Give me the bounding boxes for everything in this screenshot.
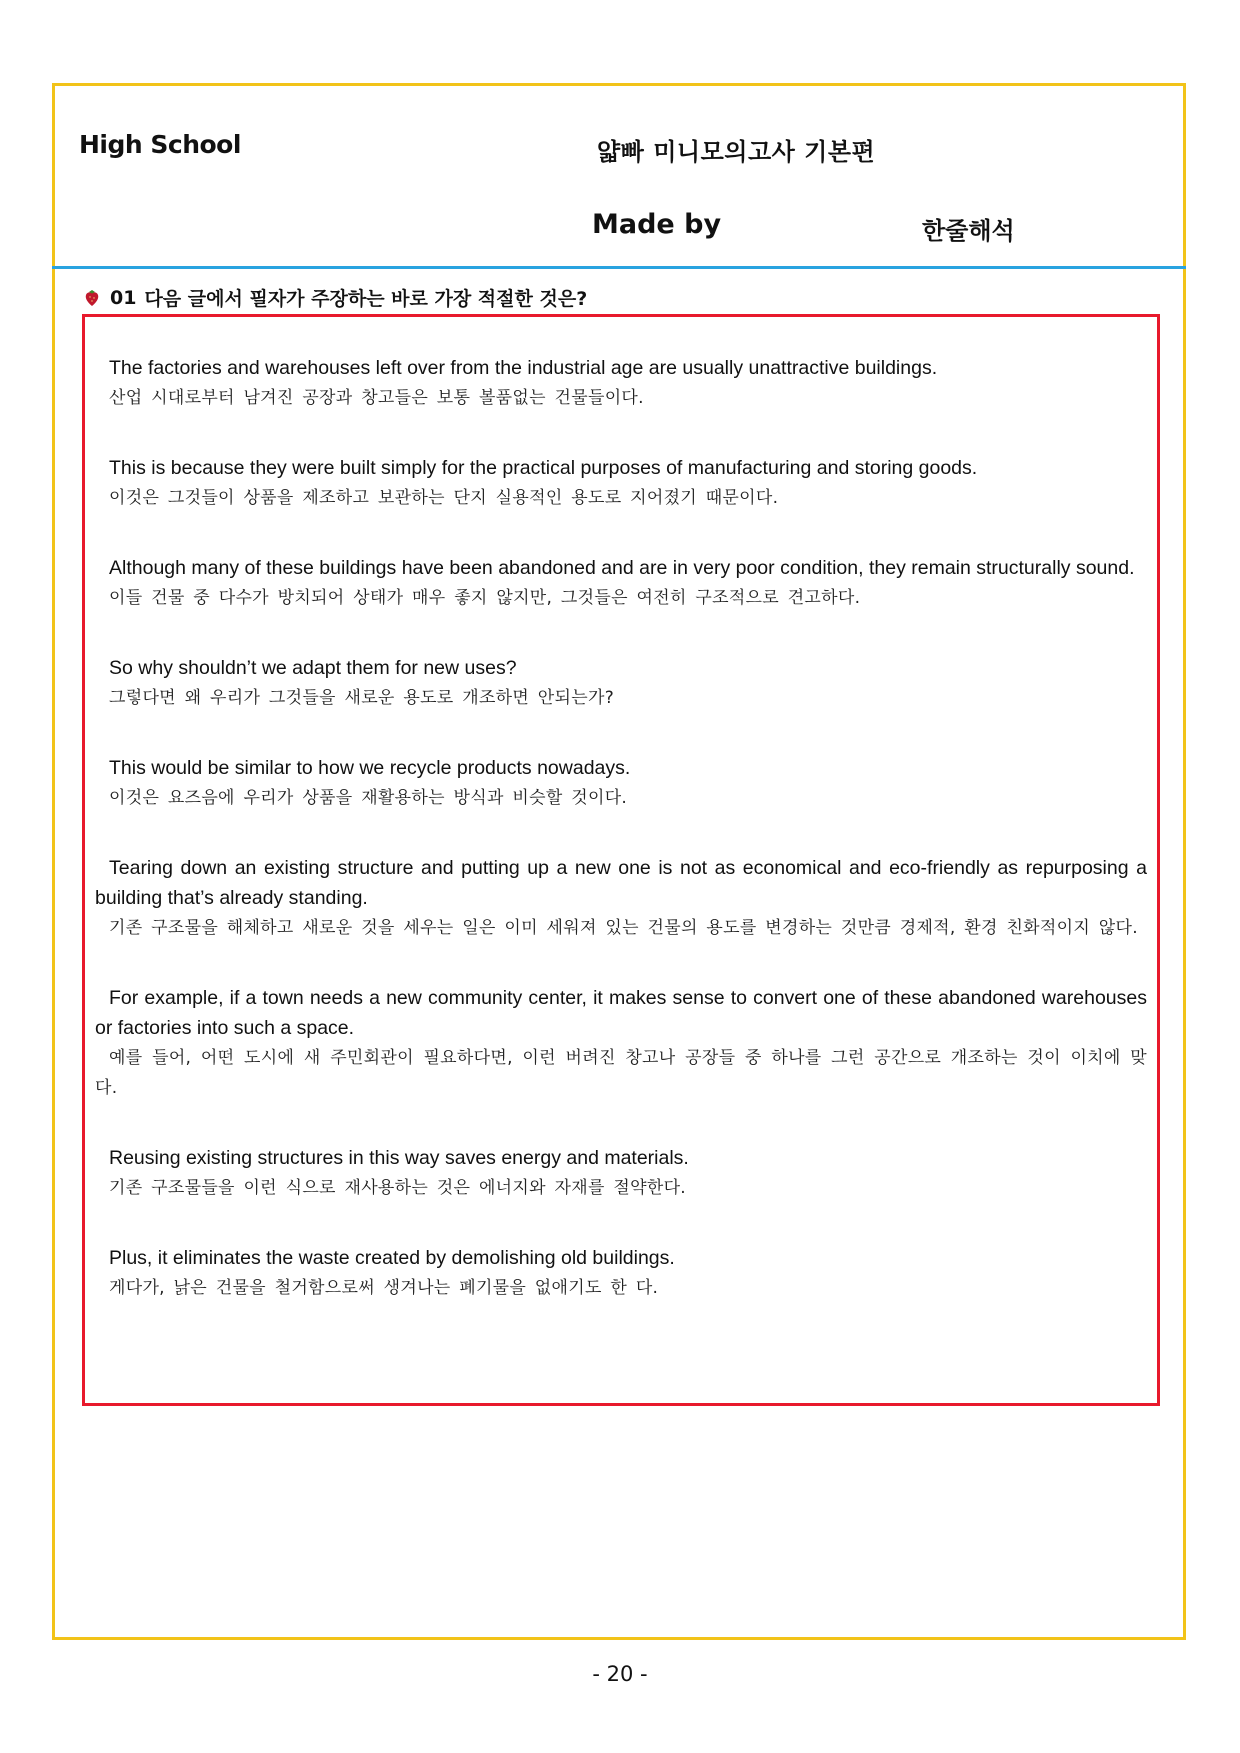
sentence-pair	[95, 983, 1147, 1103]
sentence-pair	[95, 853, 1147, 943]
english-sentence: Although many of these buildings have been abandoned and are in very poor condition, they remain structurally sound.	[109, 557, 1135, 579]
korean-translation: 기존 구조물을 해체하고 새로운 것을 세우는 일은 이미 세워져 있는 건물의 용도를 변경하는 것만큼 경제적, 환경 친화적이지 않다.	[109, 918, 1138, 938]
english-sentence: For example, if a town needs a new community center, it makes sense to convert one of these abandoned warehouses or factories into such a space.	[95, 987, 1147, 1039]
korean-translation: 이들 건물 중 다수가 방치되어 상태가 매우 좋지 않지만, 그것들은 여전히 구조적으로 견고하다.	[109, 588, 861, 608]
sentence-pair	[95, 1143, 1147, 1203]
english-sentence: Tearing down an existing structure and putting up a new one is not as economical and eco-friendly as repurposing a building that’s already standing.	[95, 857, 1147, 909]
english-sentence: Reusing existing structures in this way saves energy and materials.	[109, 1147, 689, 1169]
header-divider	[52, 266, 1186, 269]
sentence-pair	[95, 553, 1147, 613]
korean-translation: 이것은 요즈음에 우리가 상품을 재활용하는 방식과 비슷할 것이다.	[109, 788, 628, 808]
level-label: High School	[79, 130, 241, 159]
english-sentence: The factories and warehouses left over from the industrial age are usually unattractive buildings.	[109, 357, 938, 379]
page-number: - 20 -	[592, 1662, 648, 1686]
korean-translation: 게다가, 낡은 건물을 철거함으로써 생겨나는 폐기물을 없애기도 한 다.	[109, 1278, 659, 1298]
sentence-pair	[95, 653, 1147, 713]
korean-translation: 그렇다면 왜 우리가 그것들을 새로운 용도로 개조하면 안되는가?	[109, 688, 615, 708]
sentence-pair	[95, 353, 1147, 413]
sentence-pair	[95, 753, 1147, 813]
question-prompt	[84, 284, 587, 311]
sentence-pair	[95, 1243, 1147, 1303]
korean-translation: 예를 들어, 어떤 도시에 새 주민회관이 필요하다면, 이런 버려진 창고나 공장들 중 하나를 그런 공간으로 개조하는 것이 이치에 맞다.	[95, 1048, 1147, 1098]
english-sentence: This is because they were built simply for the practical purposes of manufacturing and storing goods.	[109, 457, 978, 479]
worksheet-title: 얇빠 미니모의고사 기본편	[597, 138, 876, 166]
author-name: 한줄해석	[922, 217, 1015, 245]
question-number: 01	[110, 286, 137, 309]
sentence-pair	[95, 453, 1147, 513]
korean-translation: 이것은 그것들이 상품을 제조하고 보관하는 단지 실용적인 용도로 지어졌기 때문이다.	[109, 488, 779, 508]
passage-box	[82, 314, 1160, 1406]
question-text: 다음 글에서 필자가 주장하는 바로 가장 적절한 것은?	[144, 288, 588, 310]
english-sentence: This would be similar to how we recycle products nowadays.	[109, 757, 631, 779]
korean-translation: 산업 시대로부터 남겨진 공장과 창고들은 보통 볼품없는 건물들이다.	[109, 388, 644, 408]
strawberry-bullet-icon	[84, 289, 100, 307]
korean-translation: 기존 구조물들을 이런 식으로 재사용하는 것은 에너지와 자재를 절약한다.	[109, 1178, 686, 1198]
english-sentence: So why shouldn’t we adapt them for new uses?	[109, 657, 517, 679]
made-by-label: Made by	[592, 209, 722, 240]
english-sentence: Plus, it eliminates the waste created by demolishing old buildings.	[109, 1247, 675, 1269]
